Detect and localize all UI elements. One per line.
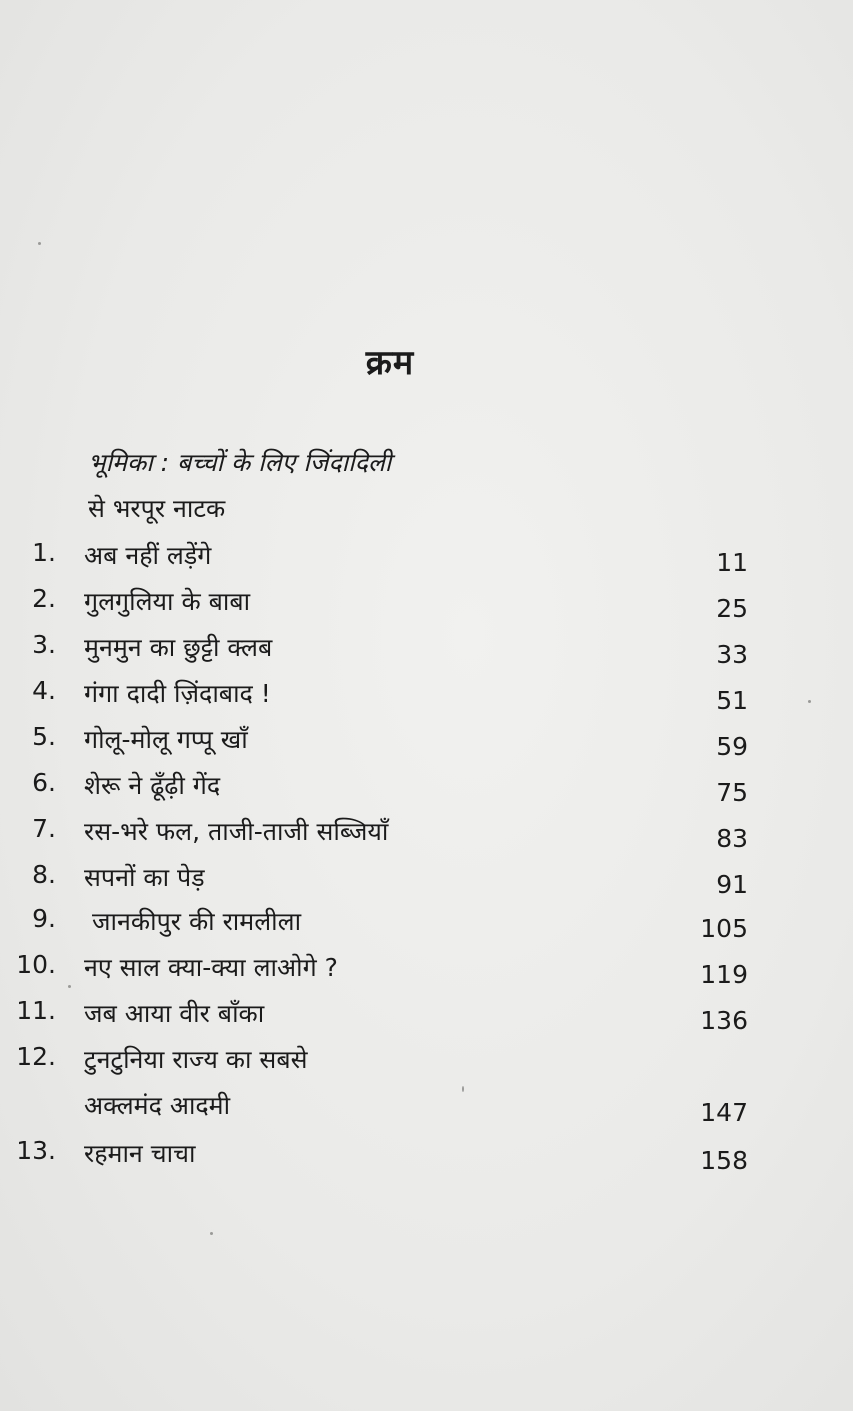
entry-title: जब आया वीर बाँका: [84, 999, 265, 1028]
paper-speck: [808, 700, 811, 703]
toc-entry: [0, 538, 853, 578]
entry-title: सपनों का पेड़: [84, 863, 205, 892]
entry-number: 1.: [32, 538, 56, 567]
entry-page-number: 59: [716, 732, 748, 761]
entry-title: शेरू ने ढूँढ़ी गेंद: [84, 771, 221, 800]
entry-page-number: 75: [716, 778, 748, 807]
paper-speck: [462, 1086, 464, 1092]
entry-title: रस-भरे फल, ताजी-ताजी सब्जियाँ: [84, 817, 389, 846]
entry-title: जानकीपुर की रामलीला: [92, 907, 302, 936]
entry-title: रहमान चाचा: [84, 1139, 196, 1168]
entry-number: 6.: [32, 768, 56, 797]
toc-entry: [0, 584, 853, 624]
entry-number: 2.: [32, 584, 56, 613]
entry-page-number: 119: [700, 960, 748, 989]
entry-number: 3.: [32, 630, 56, 659]
entry-page-number: 105: [700, 914, 748, 943]
entry-page-number: 158: [700, 1146, 748, 1175]
entry-number: 12.: [16, 1042, 56, 1071]
entry-page-number: 91: [716, 870, 748, 899]
entry-number: 8.: [32, 860, 56, 889]
toc-entry: [0, 996, 853, 1036]
toc-entry: [0, 860, 853, 900]
toc-entry: [0, 814, 853, 854]
entry-page-number: 83: [716, 824, 748, 853]
entry-page-number: 136: [700, 1006, 748, 1035]
entry-number: 11.: [16, 996, 56, 1025]
toc-entry: [0, 904, 853, 944]
paper-speck: [38, 242, 41, 245]
toc-entry: [0, 1136, 853, 1176]
entry-title: गुलगुलिया के बाबा: [84, 587, 251, 616]
entry-page-number: 25: [716, 594, 748, 623]
toc-entry: [0, 630, 853, 670]
entry-number: 4.: [32, 676, 56, 705]
paper-speck: [210, 1232, 213, 1235]
entry-number: 5.: [32, 722, 56, 751]
toc-entry: [0, 676, 853, 716]
entry-page-number: 33: [716, 640, 748, 669]
introduction-entry: [88, 440, 391, 532]
page-title: क्रम: [365, 343, 415, 383]
entry-number: 7.: [32, 814, 56, 843]
entry-page-number: 11: [716, 548, 748, 577]
entry-page-number: 147: [700, 1098, 748, 1127]
toc-entry: [0, 722, 853, 762]
entry-title: मुनमुन का छुट्टी क्लब: [84, 633, 273, 662]
introduction-title-line-1: भूमिका : बच्चों के लिए जिंदादिली: [88, 448, 392, 477]
toc-entry: [0, 768, 853, 808]
paper-speck: [68, 985, 71, 988]
entry-title: नए साल क्या-क्या लाओगे ?: [84, 953, 338, 982]
entry-title: गोलू-मोलू गप्पू खाँ: [84, 725, 248, 754]
entry-title: अब नहीं लड़ेंगे: [84, 541, 212, 570]
introduction-title-line-2: से भरपूर नाटक: [88, 494, 226, 523]
entry-number: 10.: [16, 950, 56, 979]
entry-number: 13.: [16, 1136, 56, 1165]
entry-page-number: 51: [716, 686, 748, 715]
toc-entry: [0, 950, 853, 990]
entry-number: 9.: [32, 904, 56, 933]
entry-title: टुनटुनिया राज्य का सबसे: [84, 1045, 308, 1074]
entry-title: गंगा दादी ज़िंदाबाद !: [84, 679, 271, 708]
entry-title-line-2: अक्लमंद आदमी: [84, 1091, 231, 1120]
toc-entry: [0, 1042, 853, 1132]
